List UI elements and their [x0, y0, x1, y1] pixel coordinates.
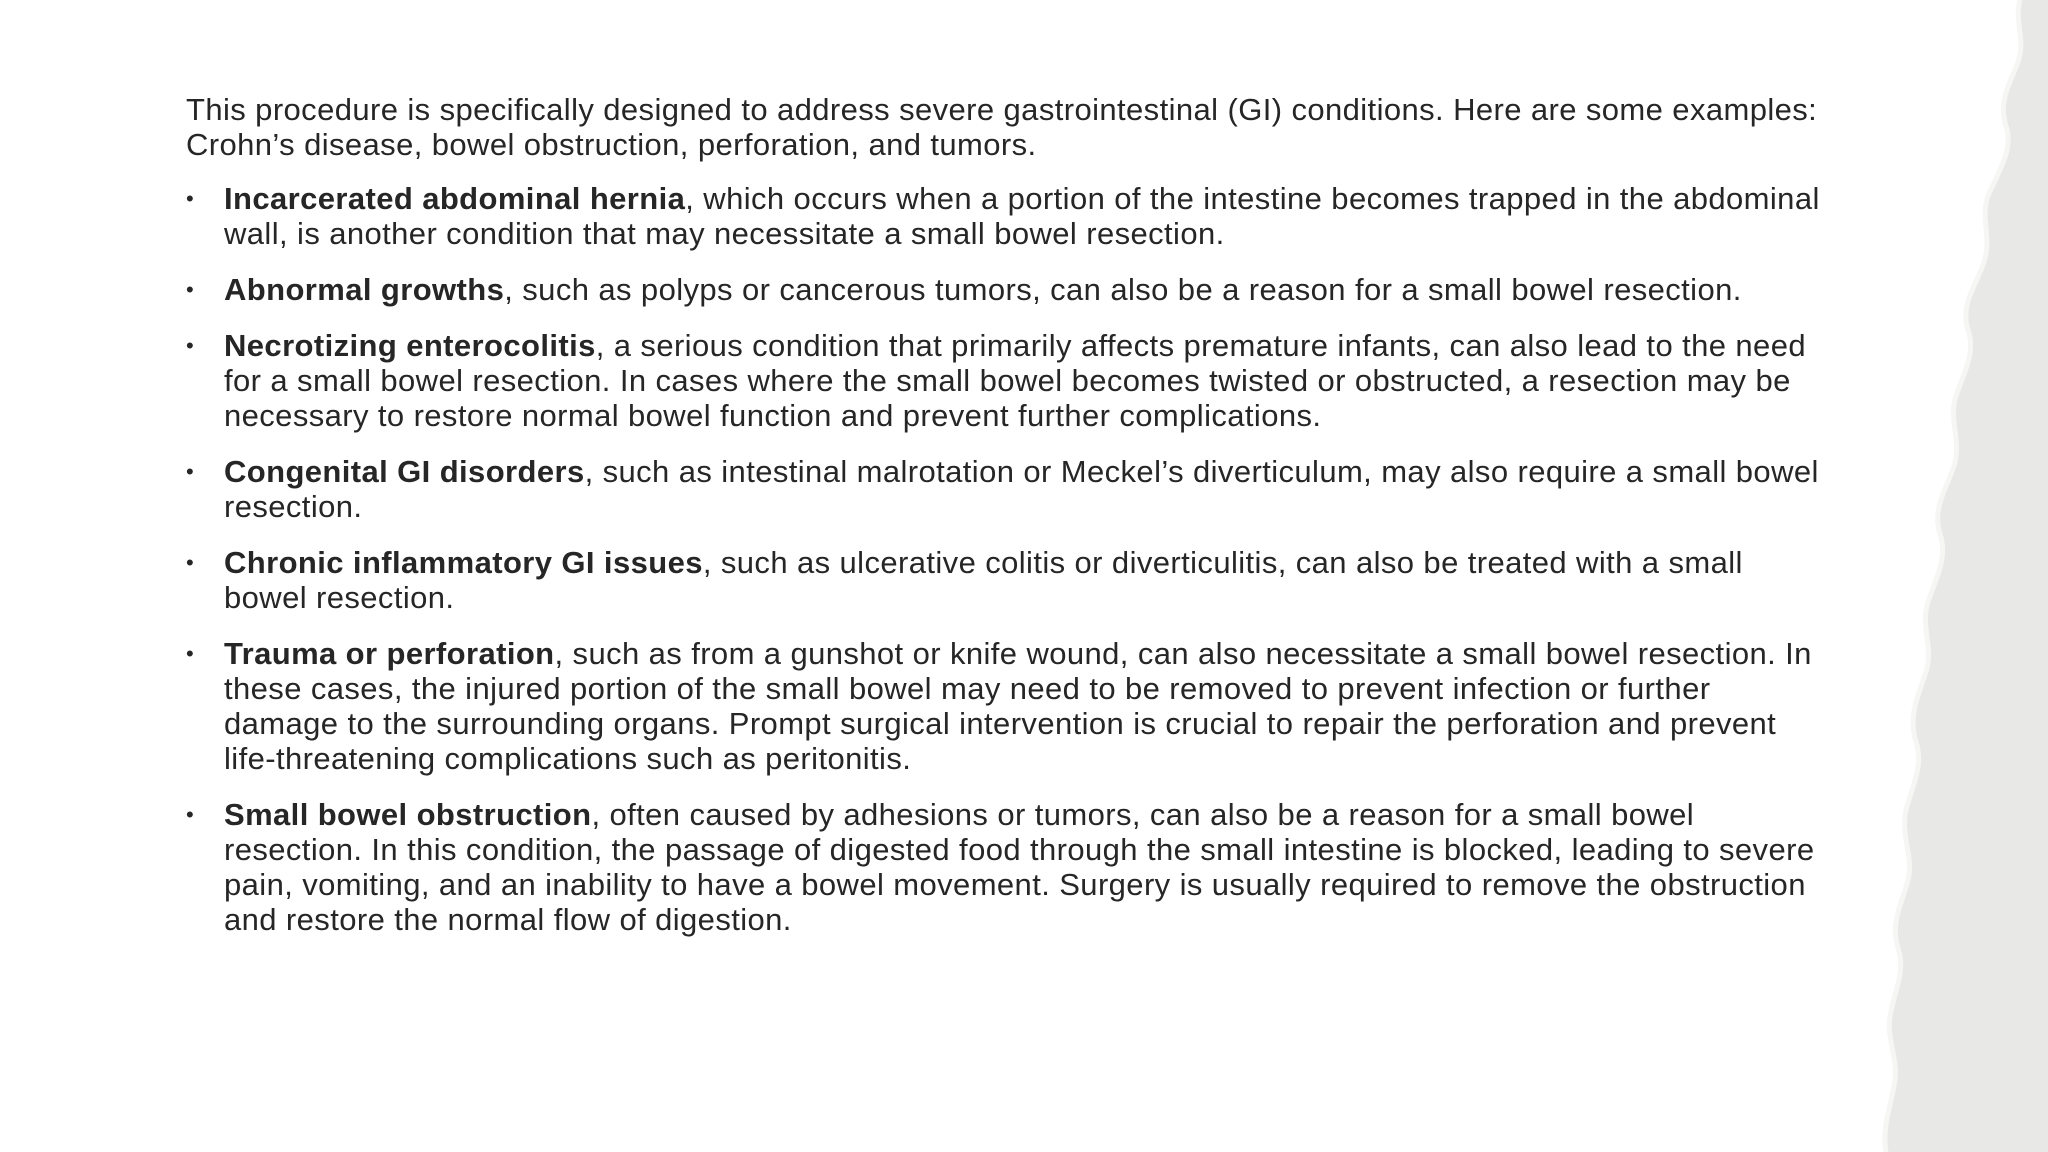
- bullet-term: Incarcerated abdominal hernia: [224, 181, 686, 216]
- bullet-icon: •: [186, 550, 195, 575]
- bullet-text: , often caused by adhesions or tumors, can also be a reason for a small bowel resection. In this condition, the passage of digested food through the small intestine is blocked, leading to severe pain, vomiting, and an inability to have a bowel movement. Surgery is usually required to remove the obstruction and restore the normal flow of digestion.: [224, 797, 1815, 937]
- bullet-item-abnormal-growths: [186, 272, 1826, 307]
- bullet-term: Trauma or perforation: [224, 636, 555, 671]
- bullet-icon: •: [186, 277, 195, 302]
- bullet-item-congenital-gi-disorders: [186, 454, 1826, 524]
- bullet-text: , such as ulcerative colitis or diverticulitis, can also be treated with a small bowel resection.: [224, 545, 1743, 615]
- bullet-item-incarcerated-hernia: [186, 181, 1826, 251]
- bullet-item-small-bowel-obstruction: [186, 797, 1826, 937]
- bullet-term: Chronic inflammatory GI issues: [224, 545, 703, 580]
- bullet-term: Necrotizing enterocolitis: [224, 328, 596, 363]
- bullet-text: , such as from a gunshot or knife wound, can also necessitate a small bowel resection. In these cases, the injured portion of the small bowel may need to be removed to prevent infection or further damage to the surrounding organs. Prompt surgical intervention is crucial to repair the perforation and prevent life-threatening complications such as peritonitis.: [224, 636, 1812, 776]
- bullet-icon: •: [186, 459, 195, 484]
- intro-paragraph: This procedure is specifically designed to address severe gastrointestinal (GI) conditions. Here are some examples: Crohn’s disease, bowel obstruction, perforation, and tumors.: [186, 92, 1818, 162]
- bullet-text: , such as polyps or cancerous tumors, can also be a reason for a small bowel resection.: [504, 272, 1742, 307]
- bullet-icon: •: [186, 333, 195, 358]
- bullet-icon: •: [186, 641, 195, 666]
- bullet-term: Congenital GI disorders: [224, 454, 585, 489]
- bullet-term: Small bowel obstruction: [224, 797, 592, 832]
- bullet-text: , a serious condition that primarily affects premature infants, can also lead to the need for a small bowel resection. In cases where the small bowel becomes twisted or obstructed, a resection may be necessary to restore normal bowel function and prevent further complications.: [224, 328, 1806, 433]
- bullet-icon: •: [186, 802, 195, 827]
- bullet-item-chronic-inflammatory: [186, 545, 1826, 615]
- bullet-icon: •: [186, 186, 195, 211]
- bullet-list: [186, 181, 1826, 937]
- slide-content: [186, 92, 1826, 958]
- bullet-term: Abnormal growths: [224, 272, 505, 307]
- bullet-item-necrotizing-enterocolitis: [186, 328, 1826, 433]
- torn-paper-edge: [1828, 0, 2048, 1152]
- bullet-text: , which occurs when a portion of the intestine becomes trapped in the abdominal wall, is another condition that may necessitate a small bowel resection.: [224, 181, 1820, 251]
- bullet-item-trauma-perforation: [186, 636, 1826, 776]
- bullet-text: , such as intestinal malrotation or Meckel’s diverticulum, may also require a small bowel resection.: [224, 454, 1819, 524]
